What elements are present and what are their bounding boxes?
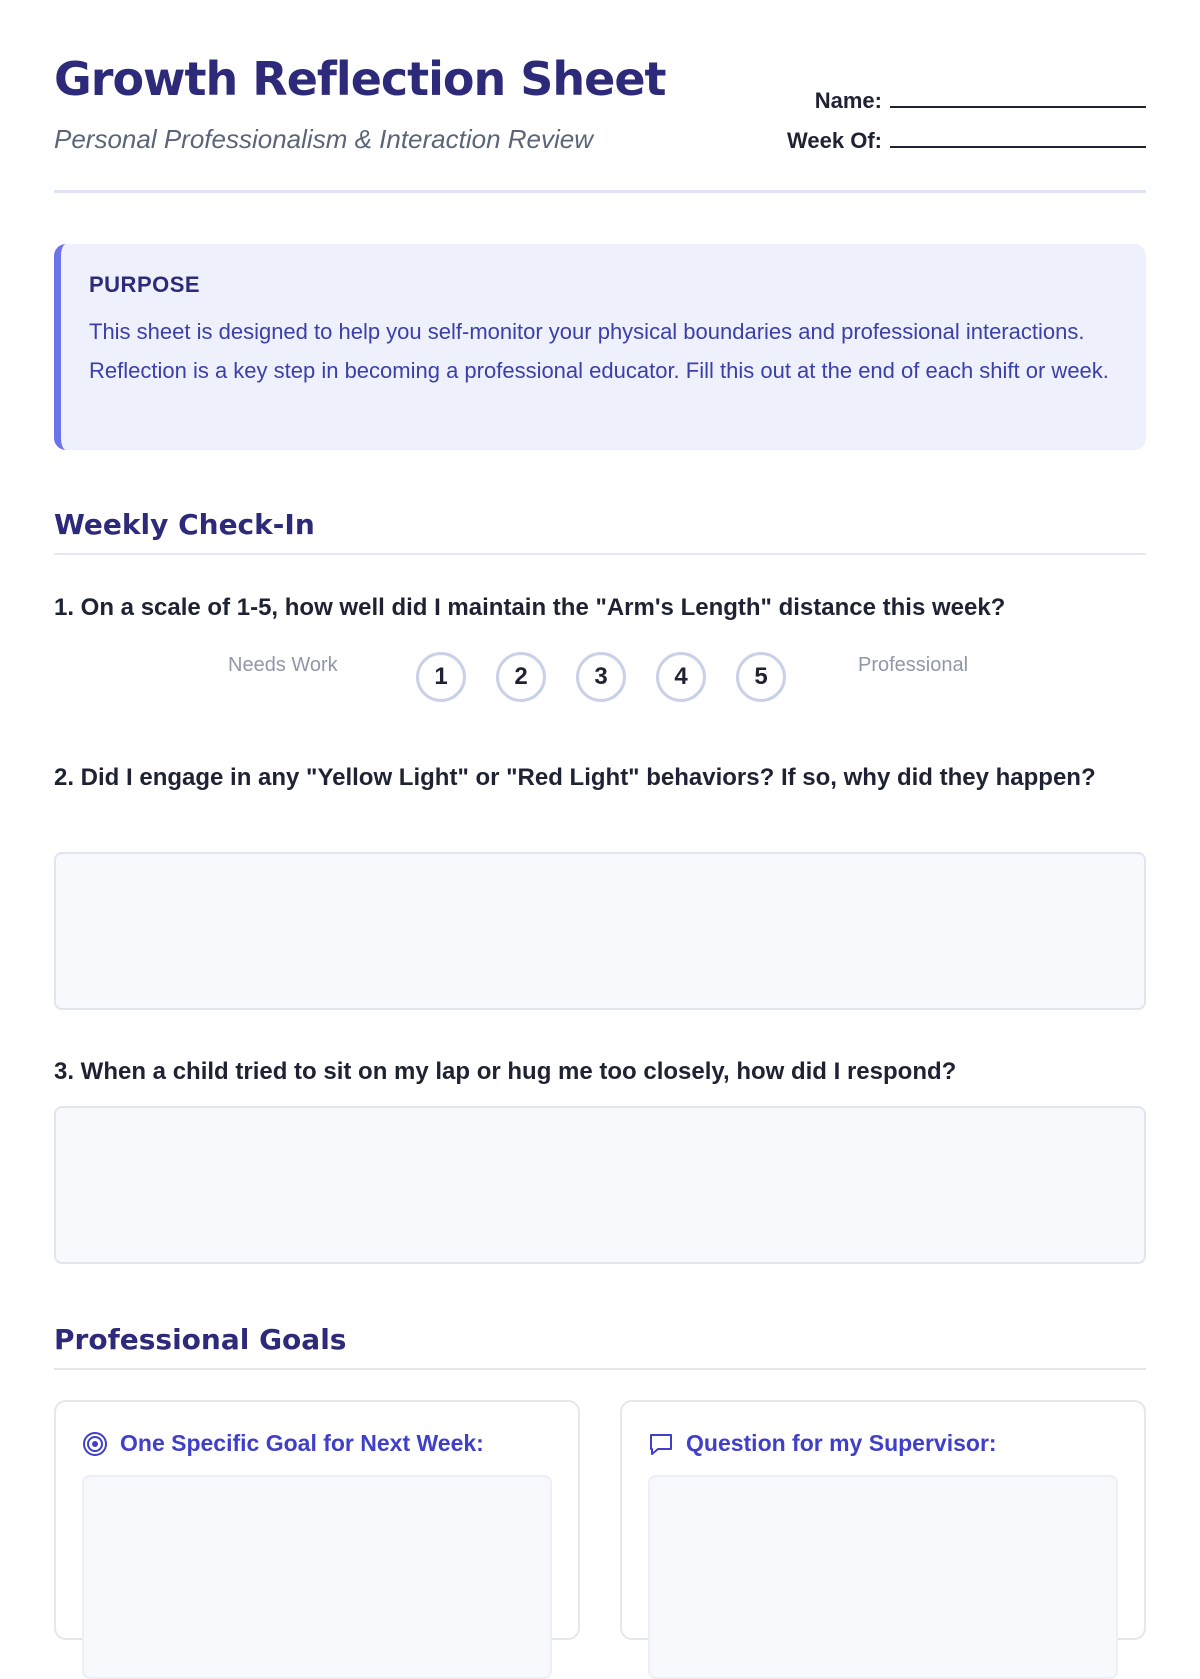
chat-bubble-icon [648,1431,674,1457]
page-subtitle: Personal Professionalism & Interaction Review [54,124,594,154]
scale-option-1[interactable]: 1 [416,652,466,702]
header [54,0,1146,193]
scale-option-3[interactable]: 3 [576,652,626,702]
name-row [787,88,1146,128]
goal-card [54,1400,580,1640]
rating-scale [54,648,1146,708]
purpose-title: PURPOSE [89,272,201,297]
page-title: Growth Reflection Sheet [54,52,666,106]
scale-high-label: Professional [858,654,969,676]
meta-fields [787,88,1146,168]
goal-input-box[interactable] [82,1475,552,1679]
scale-option-4[interactable]: 4 [656,652,706,702]
goal-card-label: One Specific Goal for Next Week: [120,1430,484,1456]
goal-card-header [82,1430,552,1457]
section-title-checkin: Weekly Check-In [54,508,1146,555]
name-label: Name: [814,88,882,113]
answer-box-2[interactable] [54,852,1146,1010]
question-3: 3. When a child tried to sit on my lap or hug me too closely, how did I respond? [54,1058,957,1085]
purpose-callout [54,244,1146,450]
question-2: 2. Did I engage in any "Yellow Light" or "Red Light" behaviors? If so, why did they happen? [54,764,1096,791]
scale-option-5[interactable]: 5 [736,652,786,702]
scale-option-2[interactable]: 2 [496,652,546,702]
week-field[interactable] [890,128,1146,148]
week-row [787,128,1146,168]
purpose-text: This sheet is designed to help you self-monitor your physical boundaries and professional interactions. Reflection is a key step in becoming a professional educator. Fill this out at the end of each shift or week. [89,319,1109,383]
name-field[interactable] [890,88,1146,108]
scale-low-label: Needs Work [228,654,338,676]
section-title-goals: Professional Goals [54,1323,1146,1370]
supervisor-input-box[interactable] [648,1475,1118,1679]
week-label: Week Of: [787,128,882,153]
supervisor-card-header [648,1430,1118,1457]
target-icon [82,1431,108,1457]
answer-box-3[interactable] [54,1106,1146,1264]
question-1: 1. On a scale of 1-5, how well did I maintain the "Arm's Length" distance this week? [54,594,1006,621]
supervisor-card-label: Question for my Supervisor: [686,1430,997,1456]
supervisor-question-card [620,1400,1146,1640]
